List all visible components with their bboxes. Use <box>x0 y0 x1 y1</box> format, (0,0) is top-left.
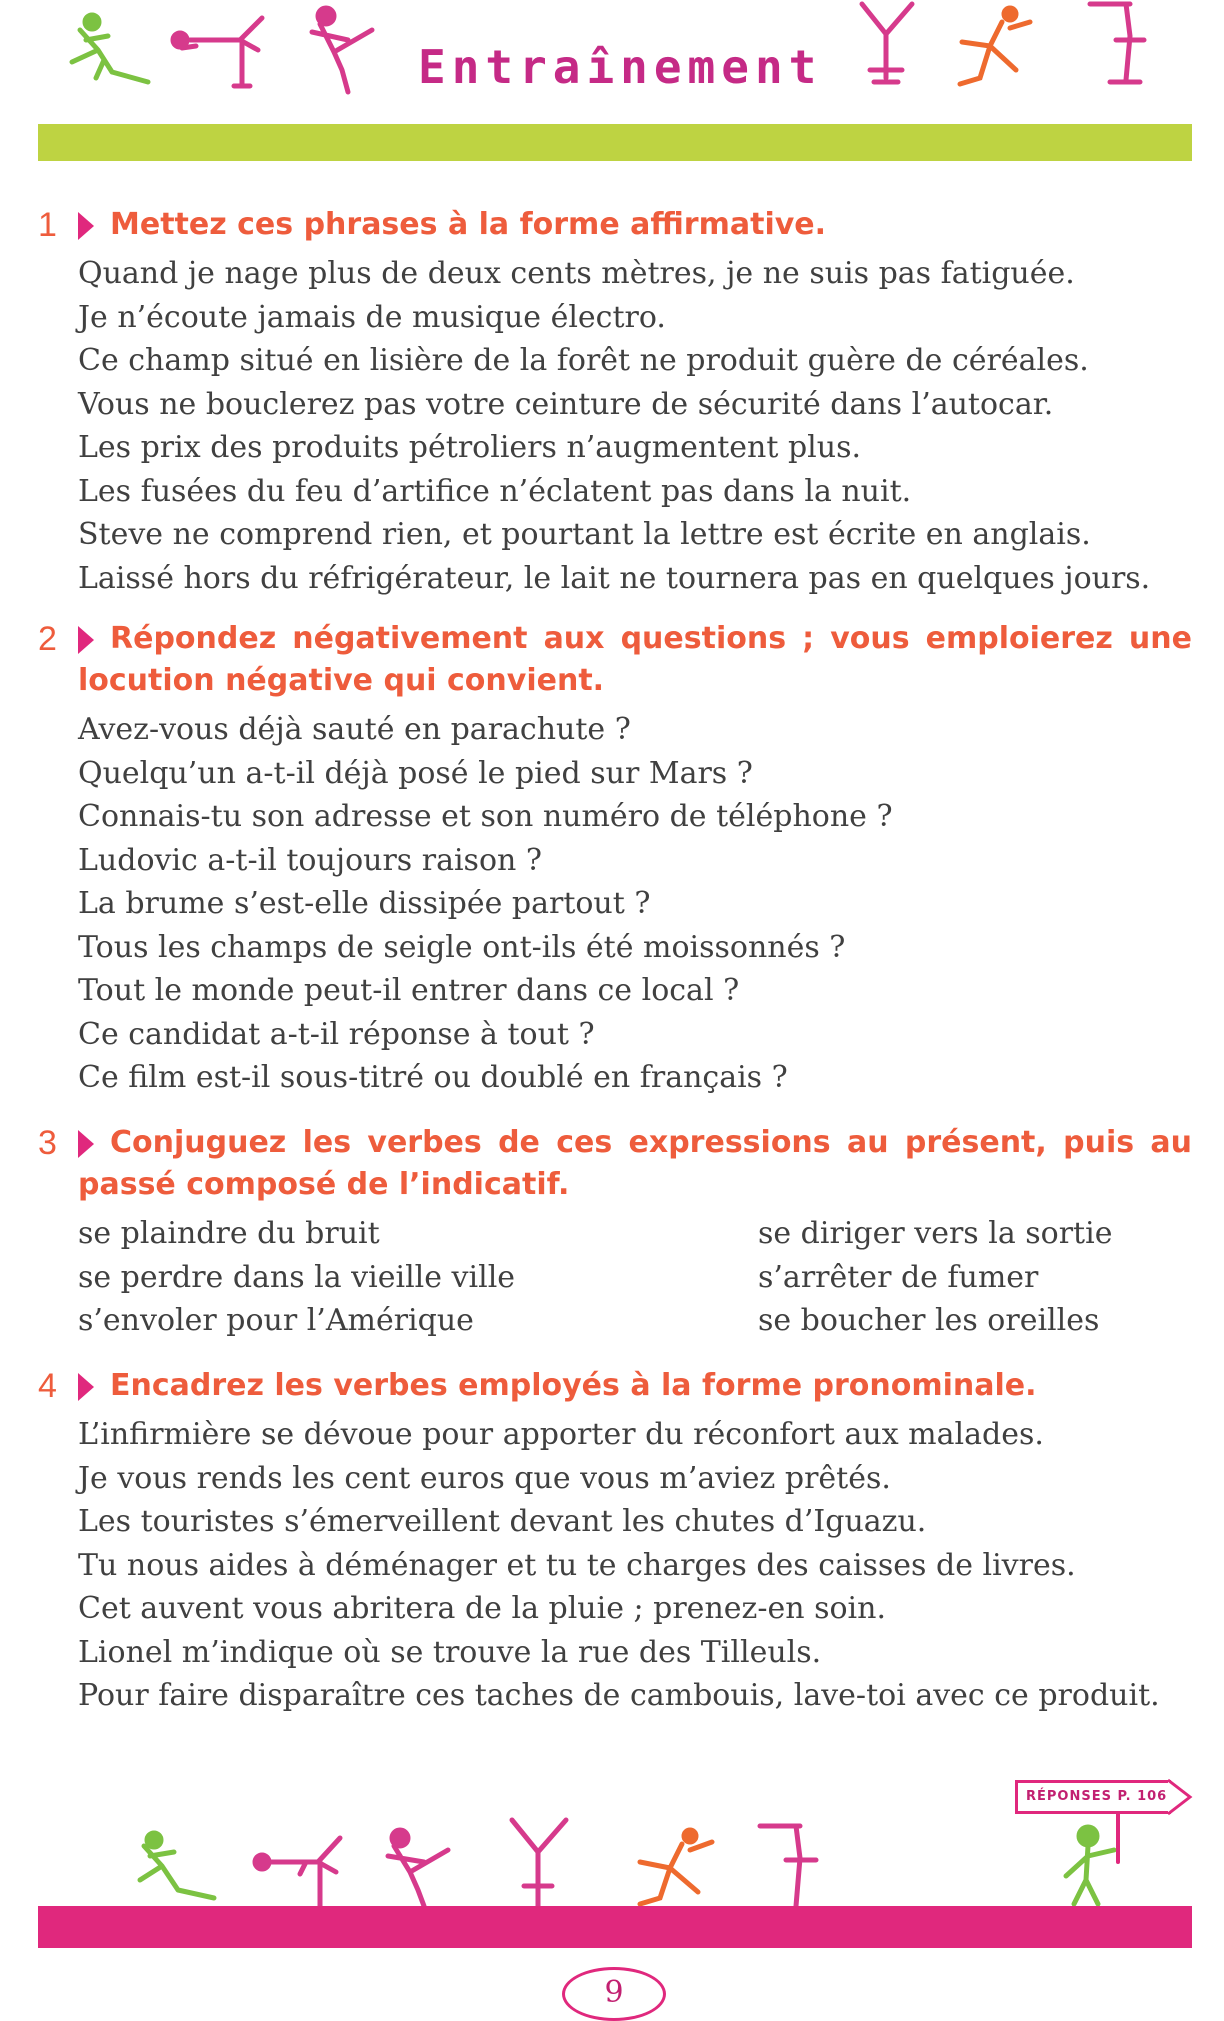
sign-arrow-icon <box>1168 1778 1194 1816</box>
expression: s’envoler pour l’Amérique <box>78 1303 474 1338</box>
sentence: Ce candidat a-t-il réponse à tout ? <box>78 1016 595 1052</box>
sentence: L’infirmière se dévoue pour apporter du réconfort aux malades. <box>78 1417 1044 1452</box>
page-number: 9 <box>562 1967 666 2021</box>
sentence: Laissé hors du réfrigérateur, le lait ne tournera pas en quelques jours. <box>78 560 1151 596</box>
sentence: Tu nous aides à déménager et tu te charges des caisses de livres. <box>78 1547 1076 1583</box>
page-title: Entraînement <box>418 40 823 94</box>
exercise-number: 2 <box>38 620 57 658</box>
sentence: Quand je nage plus de deux cents mètres, je ne suis pas fatiguée. <box>78 256 1075 291</box>
sentence: Tout le monde peut-il entrer dans ce local ? <box>78 973 740 1008</box>
sentence: Connais-tu son adresse et son numéro de téléphone ? <box>78 799 893 834</box>
exercise-instruction: Mettez ces phrases à la forme affirmative. <box>110 207 827 242</box>
pink-acrobat-icon <box>388 1830 448 1906</box>
green-sign-holder-icon <box>1066 1814 1118 1904</box>
expression: se perdre dans la vieille ville <box>78 1259 516 1295</box>
expression: se plaindre du bruit <box>78 1216 380 1251</box>
sentence: Vous ne bouclerez pas votre ceinture de sécurité dans l’autocar. <box>78 386 1054 422</box>
sentence: Avez-vous déjà sauté en parachute ? <box>78 712 631 747</box>
sentence: Je vous rends les cent euros que vous m’aviez prêtés. <box>78 1460 891 1496</box>
sentence: La brume s’est-elle dissipée partout ? <box>78 886 651 921</box>
pink-acrobat-icon <box>255 1838 340 1906</box>
orange-acrobat-icon <box>640 1830 712 1904</box>
exercise-instruction: Conjuguez les verbes de ces expressions au présent, puis au passé composé de l’indicatif. <box>78 1125 1192 1202</box>
sentence: Lionel m’indique où se trouve la rue des Tilleuls. <box>78 1634 822 1670</box>
sentence: Steve ne comprend rien, et pourtant la lettre est écrite en anglais. <box>78 517 1091 552</box>
sentence: Je n’écoute jamais de musique électro. <box>78 299 666 335</box>
sentence: Les touristes s’émerveillent devant les chutes d’Iguazu. <box>78 1504 927 1539</box>
sentence: Ce champ situé en lisière de la forêt ne produit guère de céréales. <box>78 343 1089 378</box>
sentence: Pour faire disparaître ces taches de cambouis, lave-toi avec ce produit. <box>78 1678 1160 1713</box>
pink-acrobat-icon <box>512 1820 566 1906</box>
exercise-instruction: Répondez négativement aux questions ; vous emploierez une locution négative qui convient. <box>78 621 1192 698</box>
sentence: Ce film est-il sous-titré ou doublé en français ? <box>78 1060 788 1095</box>
footer-pink-bar <box>38 1906 1192 1948</box>
sentence: Les prix des produits pétroliers n’augmentent plus. <box>78 430 862 465</box>
exercise-number: 1 <box>38 206 57 244</box>
exercise-number: 4 <box>38 1367 57 1405</box>
sentence: Ludovic a-t-il toujours raison ? <box>78 842 542 878</box>
green-acrobat-icon <box>140 1833 214 1898</box>
expression: s’arrêter de fumer <box>758 1259 1039 1295</box>
sentence: Tous les champs de seigle ont-ils été moissonnés ? <box>78 929 846 965</box>
pink-acrobat-icon <box>760 1826 816 1906</box>
sentence: Cet auvent vous abritera de la pluie ; prenez-en soin. <box>78 1591 886 1626</box>
exercise-instruction: Encadrez les verbes employés à la forme pronominale. <box>110 1368 1037 1403</box>
sentence: Quelqu’un a-t-il déjà posé le pied sur Mars ? <box>78 755 753 791</box>
expression: se diriger vers la sortie <box>758 1216 1113 1251</box>
exercise-number: 3 <box>38 1124 57 1162</box>
expression: se boucher les oreilles <box>758 1303 1100 1338</box>
answers-sign: RÉPONSES P. 106 <box>1015 1780 1171 1814</box>
sentence: Les fusées du feu d’artifice n’éclatent pas dans la nuit. <box>78 473 912 509</box>
